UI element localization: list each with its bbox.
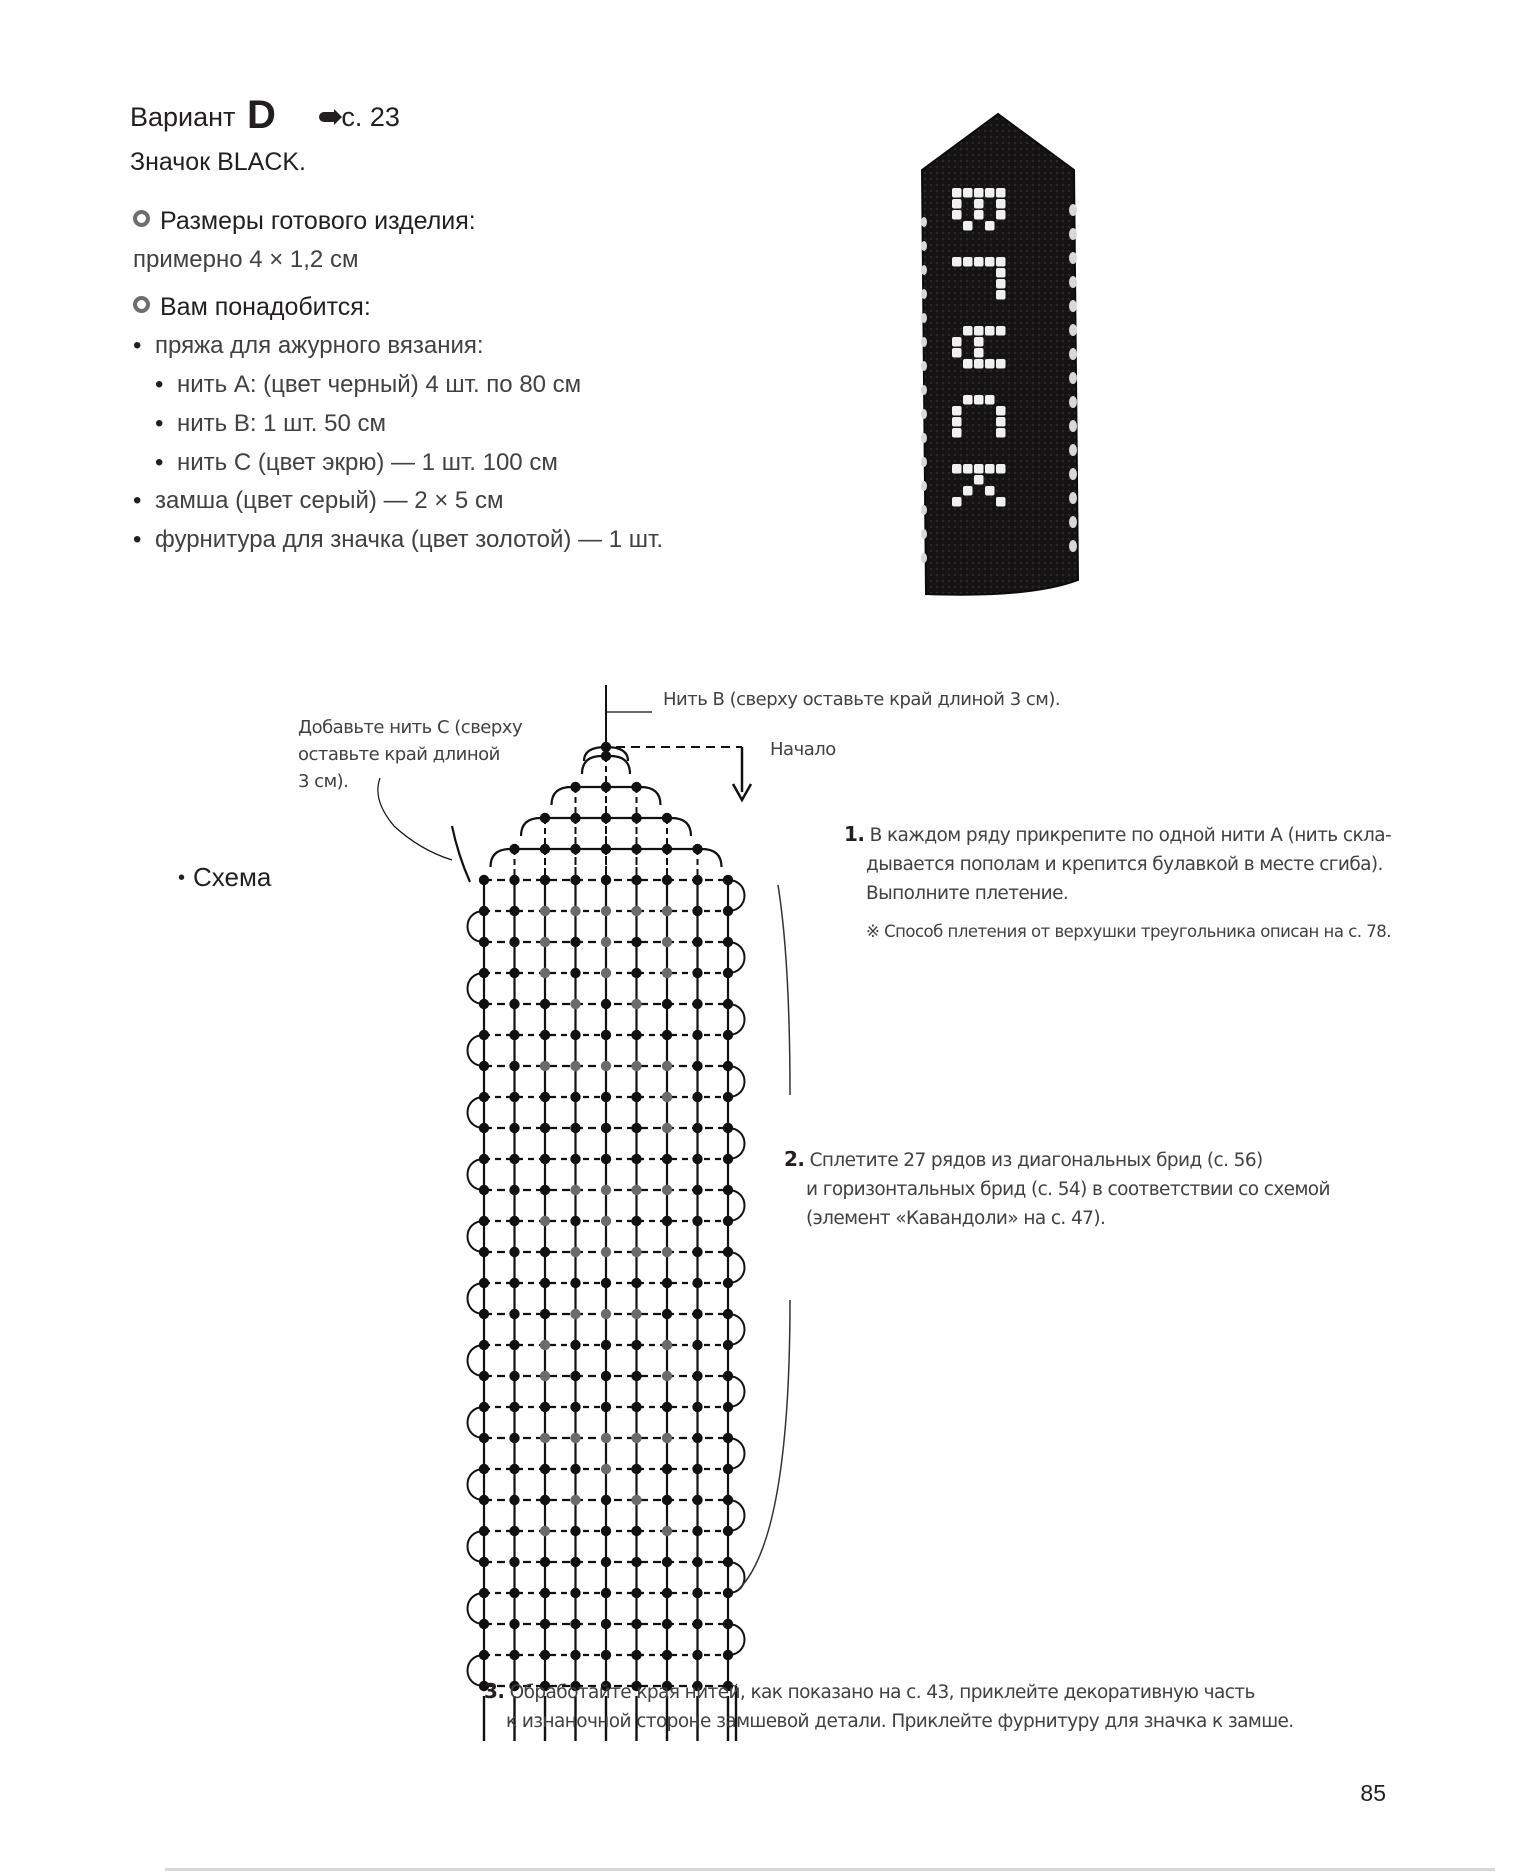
knot-dot <box>601 1464 611 1474</box>
knot-dot <box>662 968 672 978</box>
knot-dot <box>540 999 550 1009</box>
knot-dot <box>509 1061 519 1071</box>
knot-dot <box>631 1464 641 1474</box>
knot-dot <box>692 968 702 978</box>
knot-dot <box>692 1309 702 1319</box>
step-number: 2. <box>784 1147 805 1171</box>
knot-dot <box>723 1278 733 1288</box>
thread-c-line: Добавьте нить C (сверху <box>298 717 523 738</box>
knot-dot <box>692 1495 702 1505</box>
knot-dot <box>570 1650 580 1660</box>
footer-rule <box>165 1868 1495 1871</box>
knot-dot <box>631 1309 641 1319</box>
knot-dot <box>631 968 641 978</box>
knot-dot <box>723 1123 733 1133</box>
knot-dot <box>509 1371 519 1381</box>
knot-dot <box>570 1061 580 1071</box>
knot-dot <box>570 1433 580 1443</box>
side-loop <box>728 1438 745 1469</box>
knot-dot <box>631 1526 641 1536</box>
knot-dot <box>570 1371 580 1381</box>
knot-dot <box>601 968 611 978</box>
side-loop <box>728 1128 745 1159</box>
knot-dot <box>570 1030 580 1040</box>
knot-dot <box>570 1154 580 1164</box>
knot-dot <box>662 1247 672 1257</box>
knot-dot <box>509 1557 519 1567</box>
knot-dot <box>631 1495 641 1505</box>
knot-dot <box>509 1619 519 1629</box>
knot-dot <box>570 1123 580 1133</box>
knot-dot <box>479 906 489 916</box>
knot-dot <box>540 1278 550 1288</box>
list-item: • замша (цвет серый) — 2 × 5 см <box>133 487 503 515</box>
knot-dot <box>540 1464 550 1474</box>
side-loop <box>728 1562 745 1593</box>
knot-dot <box>662 1092 672 1102</box>
knot-dot <box>540 968 550 978</box>
side-loop <box>728 1004 745 1035</box>
knot-dot <box>570 1092 580 1102</box>
knot-dot <box>601 1092 611 1102</box>
knot-dot <box>570 1588 580 1598</box>
knot-dot <box>479 1495 489 1505</box>
knot-dot <box>479 1340 489 1350</box>
step-text: Обработайте края нитей, как показано на с. 43, приклейте декоративную часть <box>509 1682 1255 1703</box>
knot-dot <box>479 999 489 1009</box>
side-loop <box>728 1252 745 1283</box>
knot-dot <box>479 1433 489 1443</box>
knot-dot <box>692 1650 702 1660</box>
side-loop <box>468 911 485 942</box>
knot-dot <box>723 906 733 916</box>
knot-dot <box>662 1340 672 1350</box>
side-loop <box>728 1624 745 1655</box>
knot-dot <box>540 1185 550 1195</box>
knot-dot <box>570 1278 580 1288</box>
knot-dot <box>479 1402 489 1412</box>
knot-dot <box>540 1247 550 1257</box>
thread-c-line: оставьте край длиной <box>298 744 500 765</box>
knot-dot <box>509 1030 519 1040</box>
list-item: • пряжа для ажурного вязания: <box>133 332 484 360</box>
knot-dot <box>631 937 641 947</box>
knot-dot <box>631 1588 641 1598</box>
knot-dot <box>662 1309 672 1319</box>
knot-dot <box>540 1061 550 1071</box>
knot-dot <box>570 968 580 978</box>
knot-dot <box>570 1340 580 1350</box>
knot-dot <box>570 1526 580 1536</box>
knot-dot <box>509 1340 519 1350</box>
side-loop <box>468 1531 485 1562</box>
side-loop <box>468 973 485 1004</box>
needs-title-text: Вам понадобится: <box>160 293 371 321</box>
knot-dot <box>662 999 672 1009</box>
knot-dot <box>540 1495 550 1505</box>
knot-dot <box>540 1154 550 1164</box>
knot-dot <box>723 1061 733 1071</box>
knot-dot <box>631 1030 641 1040</box>
knot-dot <box>692 1340 702 1350</box>
knot-dot <box>631 1185 641 1195</box>
list-item: • нить B: 1 шт. 50 см <box>155 410 386 438</box>
side-loop <box>468 1469 485 1500</box>
knot-dot <box>570 1247 580 1257</box>
size-title-text: Размеры готового изделия: <box>160 207 476 235</box>
knot-dot <box>540 1588 550 1598</box>
knot-dot <box>601 1216 611 1226</box>
knot-dot <box>662 1278 672 1288</box>
knot-dot <box>540 1526 550 1536</box>
knot-dot <box>601 1309 611 1319</box>
knot-dot <box>509 1123 519 1133</box>
knot-dot <box>631 906 641 916</box>
side-loop <box>728 1190 745 1221</box>
knot-dot <box>479 1154 489 1164</box>
side-loop <box>728 880 745 911</box>
knot-dot <box>479 1092 489 1102</box>
knot-dot <box>570 937 580 947</box>
knot-dot <box>540 1030 550 1040</box>
knot-dot <box>540 1371 550 1381</box>
knot-dot <box>479 1309 489 1319</box>
step-line <box>844 820 1391 850</box>
knot-dot <box>723 1309 733 1319</box>
knot-dot <box>540 1650 550 1660</box>
knot-dot <box>662 1495 672 1505</box>
knot-dot <box>540 1216 550 1226</box>
step-text: В каждом ряду прикрепите по одной нити A (нить скла- <box>869 825 1392 846</box>
knot-dot <box>723 1557 733 1567</box>
step-1-note: ※ Способ плетения от верхушки треугольника описан на с. 78. <box>866 922 1391 941</box>
list-item: • нить A: (цвет черный) 4 шт. по 80 см <box>155 371 581 399</box>
knot-dot <box>631 1247 641 1257</box>
knot-dot <box>723 937 733 947</box>
knot-dot <box>570 1619 580 1629</box>
knot-dot <box>723 999 733 1009</box>
knot-dot <box>509 1526 519 1536</box>
knot-dot <box>692 1030 702 1040</box>
knot-dot <box>723 1526 733 1536</box>
knot-dot <box>601 1154 611 1164</box>
knot-dot <box>570 1309 580 1319</box>
step-2 <box>784 1145 1330 1233</box>
knot-dot <box>692 1526 702 1536</box>
knot-dot <box>509 1247 519 1257</box>
list-item: • нить C (цвет экрю) — 1 шт. 100 см <box>155 449 558 477</box>
knot-dot <box>509 1278 519 1288</box>
knot-dot <box>692 1092 702 1102</box>
knot-dot <box>723 1402 733 1412</box>
side-loop <box>468 1159 485 1190</box>
knot-dot <box>692 1464 702 1474</box>
knot-dot <box>692 1216 702 1226</box>
knot-dot <box>540 1092 550 1102</box>
knot-dot <box>479 875 489 885</box>
page-number: 85 <box>1360 1780 1386 1806</box>
knot-dot <box>601 1402 611 1412</box>
knot-dot <box>723 1371 733 1381</box>
knot-dot <box>479 1619 489 1629</box>
thread-b-label: Нить B (сверху оставьте край длиной 3 см). <box>663 689 1061 710</box>
knot-dot <box>723 1340 733 1350</box>
step-line: дывается пополам и крепится булавкой в месте сгиба). <box>866 854 1383 875</box>
knot-dot <box>479 1216 489 1226</box>
knot-dot <box>723 1619 733 1629</box>
knot-dot <box>509 1092 519 1102</box>
knot-dot <box>601 1371 611 1381</box>
knot-dot <box>479 1371 489 1381</box>
knot-dot <box>692 1402 702 1412</box>
side-loop <box>468 1221 485 1252</box>
start-label: Начало <box>770 739 836 760</box>
knot-dot <box>601 906 611 916</box>
knot-dot <box>723 1464 733 1474</box>
knot-dot <box>601 1557 611 1567</box>
knot-dot <box>662 1123 672 1133</box>
knot-dot <box>723 1588 733 1598</box>
knot-dot <box>662 1619 672 1629</box>
knot-dot <box>479 1061 489 1071</box>
knot-dot <box>540 906 550 916</box>
knot-dot <box>479 937 489 947</box>
knot-dot <box>692 1061 702 1071</box>
knot-dot <box>662 1588 672 1598</box>
knot-dot <box>509 1495 519 1505</box>
schema-label: • Схема <box>178 862 271 893</box>
knot-dot <box>631 1340 641 1350</box>
side-loop <box>468 1345 485 1376</box>
knot-dot <box>631 1154 641 1164</box>
knot-dot <box>723 875 733 885</box>
list-item: • фурнитура для значка (цвет золотой) — 1 шт. <box>133 526 663 554</box>
knot-dot <box>662 1154 672 1164</box>
knot-dot <box>692 1247 702 1257</box>
knot-dot <box>479 1123 489 1133</box>
knot-dot <box>662 1464 672 1474</box>
knot-dot <box>723 1154 733 1164</box>
knot-dot <box>631 1123 641 1133</box>
knot-dot <box>540 1123 550 1133</box>
step-text: Сплетите 27 рядов из диагональных брид (с. 56) <box>809 1150 1263 1171</box>
thread-c-line <box>452 826 470 882</box>
step-line: (элемент «Кавандоли» на с. 47). <box>806 1208 1106 1229</box>
knot-dot <box>692 937 702 947</box>
knot-dot <box>601 1061 611 1071</box>
side-loop <box>468 1097 485 1128</box>
step-line: Выполните плетение. <box>866 883 1069 904</box>
knot-dot <box>662 1061 672 1071</box>
knot-dot <box>601 999 611 1009</box>
knot-dot <box>540 1619 550 1629</box>
knot-dot <box>509 937 519 947</box>
knot-dot <box>601 1588 611 1598</box>
knot-dot <box>601 1340 611 1350</box>
step-line <box>484 1677 1294 1707</box>
knot-dot <box>662 1185 672 1195</box>
knot-dot <box>479 1588 489 1598</box>
side-loop <box>728 1314 745 1345</box>
knot-dot <box>509 1185 519 1195</box>
item-subtitle: Значок BLACK. <box>130 148 307 176</box>
knot-dot <box>723 1650 733 1660</box>
size-value: примерно 4 × 1,2 см <box>133 246 359 273</box>
knot-dot <box>479 968 489 978</box>
knot-dot <box>662 1433 672 1443</box>
knot-dot <box>692 1588 702 1598</box>
knot-dot <box>601 1433 611 1443</box>
knot-dot <box>601 1619 611 1629</box>
knot-dot <box>631 1061 641 1071</box>
thread-c-label <box>298 714 522 795</box>
knot-dot <box>540 937 550 947</box>
knot-dot <box>631 1619 641 1629</box>
knot-dot <box>631 999 641 1009</box>
knot-dot <box>479 1526 489 1536</box>
knot-dot <box>479 1247 489 1257</box>
knot-dot <box>570 1464 580 1474</box>
knot-dot <box>692 1123 702 1133</box>
knot-dot <box>631 1402 641 1412</box>
knot-dot <box>723 968 733 978</box>
knot-dot <box>723 1433 733 1443</box>
step-line <box>784 1145 1330 1175</box>
knot-dot <box>601 1030 611 1040</box>
side-loop <box>468 1593 485 1624</box>
step-number: 1. <box>844 822 865 846</box>
knot-dot <box>601 1247 611 1257</box>
knot-dot <box>479 1278 489 1288</box>
knot-dot <box>570 906 580 916</box>
knot-dot <box>540 1340 550 1350</box>
knot-dot <box>540 1433 550 1443</box>
side-loop <box>728 1066 745 1097</box>
knot-dot <box>570 1495 580 1505</box>
knot-dot <box>601 1526 611 1536</box>
knot-dot <box>631 1557 641 1567</box>
step-number: 3. <box>484 1679 505 1703</box>
knot-dot <box>723 1247 733 1257</box>
knot-dot <box>509 968 519 978</box>
knot-dot <box>662 1371 672 1381</box>
knot-dot <box>723 1185 733 1195</box>
knot-dot <box>662 1526 672 1536</box>
knot-dot <box>723 1216 733 1226</box>
knot-dot <box>692 1154 702 1164</box>
knot-dot <box>692 1433 702 1443</box>
knot-dot <box>692 1557 702 1567</box>
knot-dot <box>662 937 672 947</box>
knot-dot <box>540 1402 550 1412</box>
knot-dot <box>540 1309 550 1319</box>
variant-letter: D <box>246 93 276 137</box>
knot-dot <box>509 1464 519 1474</box>
knot-dot <box>723 1030 733 1040</box>
knot-dot <box>631 1216 641 1226</box>
knot-dot <box>479 1185 489 1195</box>
knot-dot <box>692 1185 702 1195</box>
knot-dot <box>509 1588 519 1598</box>
knot-dot <box>601 1123 611 1133</box>
step-line: к изнаночной стороне замшевой детали. Приклейте фурнитуру для значка к замше. <box>506 1711 1294 1732</box>
knot-dot <box>723 1092 733 1102</box>
knot-dot <box>601 1278 611 1288</box>
knot-dot <box>479 1030 489 1040</box>
knot-dot <box>662 906 672 916</box>
knot-dot <box>479 1650 489 1660</box>
knot-dot <box>509 906 519 916</box>
knot-dot <box>662 1650 672 1660</box>
knot-dot <box>723 1495 733 1505</box>
knot-dot <box>570 1185 580 1195</box>
side-loop <box>728 1376 745 1407</box>
knot-dot <box>509 1154 519 1164</box>
knot-dot <box>479 1557 489 1567</box>
step-bracket <box>778 885 790 1095</box>
knot-dot <box>692 999 702 1009</box>
knot-dot <box>570 1402 580 1412</box>
knot-dot <box>631 1650 641 1660</box>
thread-c-line: 3 см). <box>298 771 349 792</box>
knot-dot <box>540 1557 550 1567</box>
knot-dot <box>509 1309 519 1319</box>
side-loop <box>728 1500 745 1531</box>
knot-dot <box>479 1464 489 1474</box>
knot-dot <box>662 1216 672 1226</box>
knot-dot <box>601 937 611 947</box>
knot-dot <box>631 1092 641 1102</box>
step-line: и горизонтальных брид (с. 54) в соответствии со схемой <box>806 1179 1330 1200</box>
step-1 <box>844 820 1391 908</box>
knot-dot <box>570 999 580 1009</box>
step-3 <box>484 1677 1294 1736</box>
step-bracket <box>738 1300 790 1590</box>
knot-dot <box>570 1557 580 1567</box>
knot-dot <box>631 1371 641 1381</box>
knot-dot <box>509 1402 519 1412</box>
knot-dot <box>631 1278 641 1288</box>
knot-dot <box>509 1216 519 1226</box>
knot-dot <box>509 1433 519 1443</box>
knot-dot <box>692 1371 702 1381</box>
side-loop <box>468 1407 485 1438</box>
knot-dot <box>509 999 519 1009</box>
variant-word: Вариант <box>130 102 236 132</box>
knot-dot <box>662 1402 672 1412</box>
side-loop <box>468 1283 485 1314</box>
knot-dot <box>570 1216 580 1226</box>
knot-dot <box>662 1030 672 1040</box>
knot-dot <box>662 1557 672 1567</box>
knot-dot <box>601 1650 611 1660</box>
side-loop <box>468 1035 485 1066</box>
knot-dot <box>509 1650 519 1660</box>
knot-dot <box>601 1495 611 1505</box>
knot-dot <box>692 906 702 916</box>
side-loop <box>728 942 745 973</box>
side-loop <box>468 1655 485 1686</box>
knot-dot <box>601 1185 611 1195</box>
knot-dot <box>692 1619 702 1629</box>
page-ref-text: с. 23 <box>341 102 400 132</box>
knot-dot <box>692 1278 702 1288</box>
knot-dot <box>631 1433 641 1443</box>
